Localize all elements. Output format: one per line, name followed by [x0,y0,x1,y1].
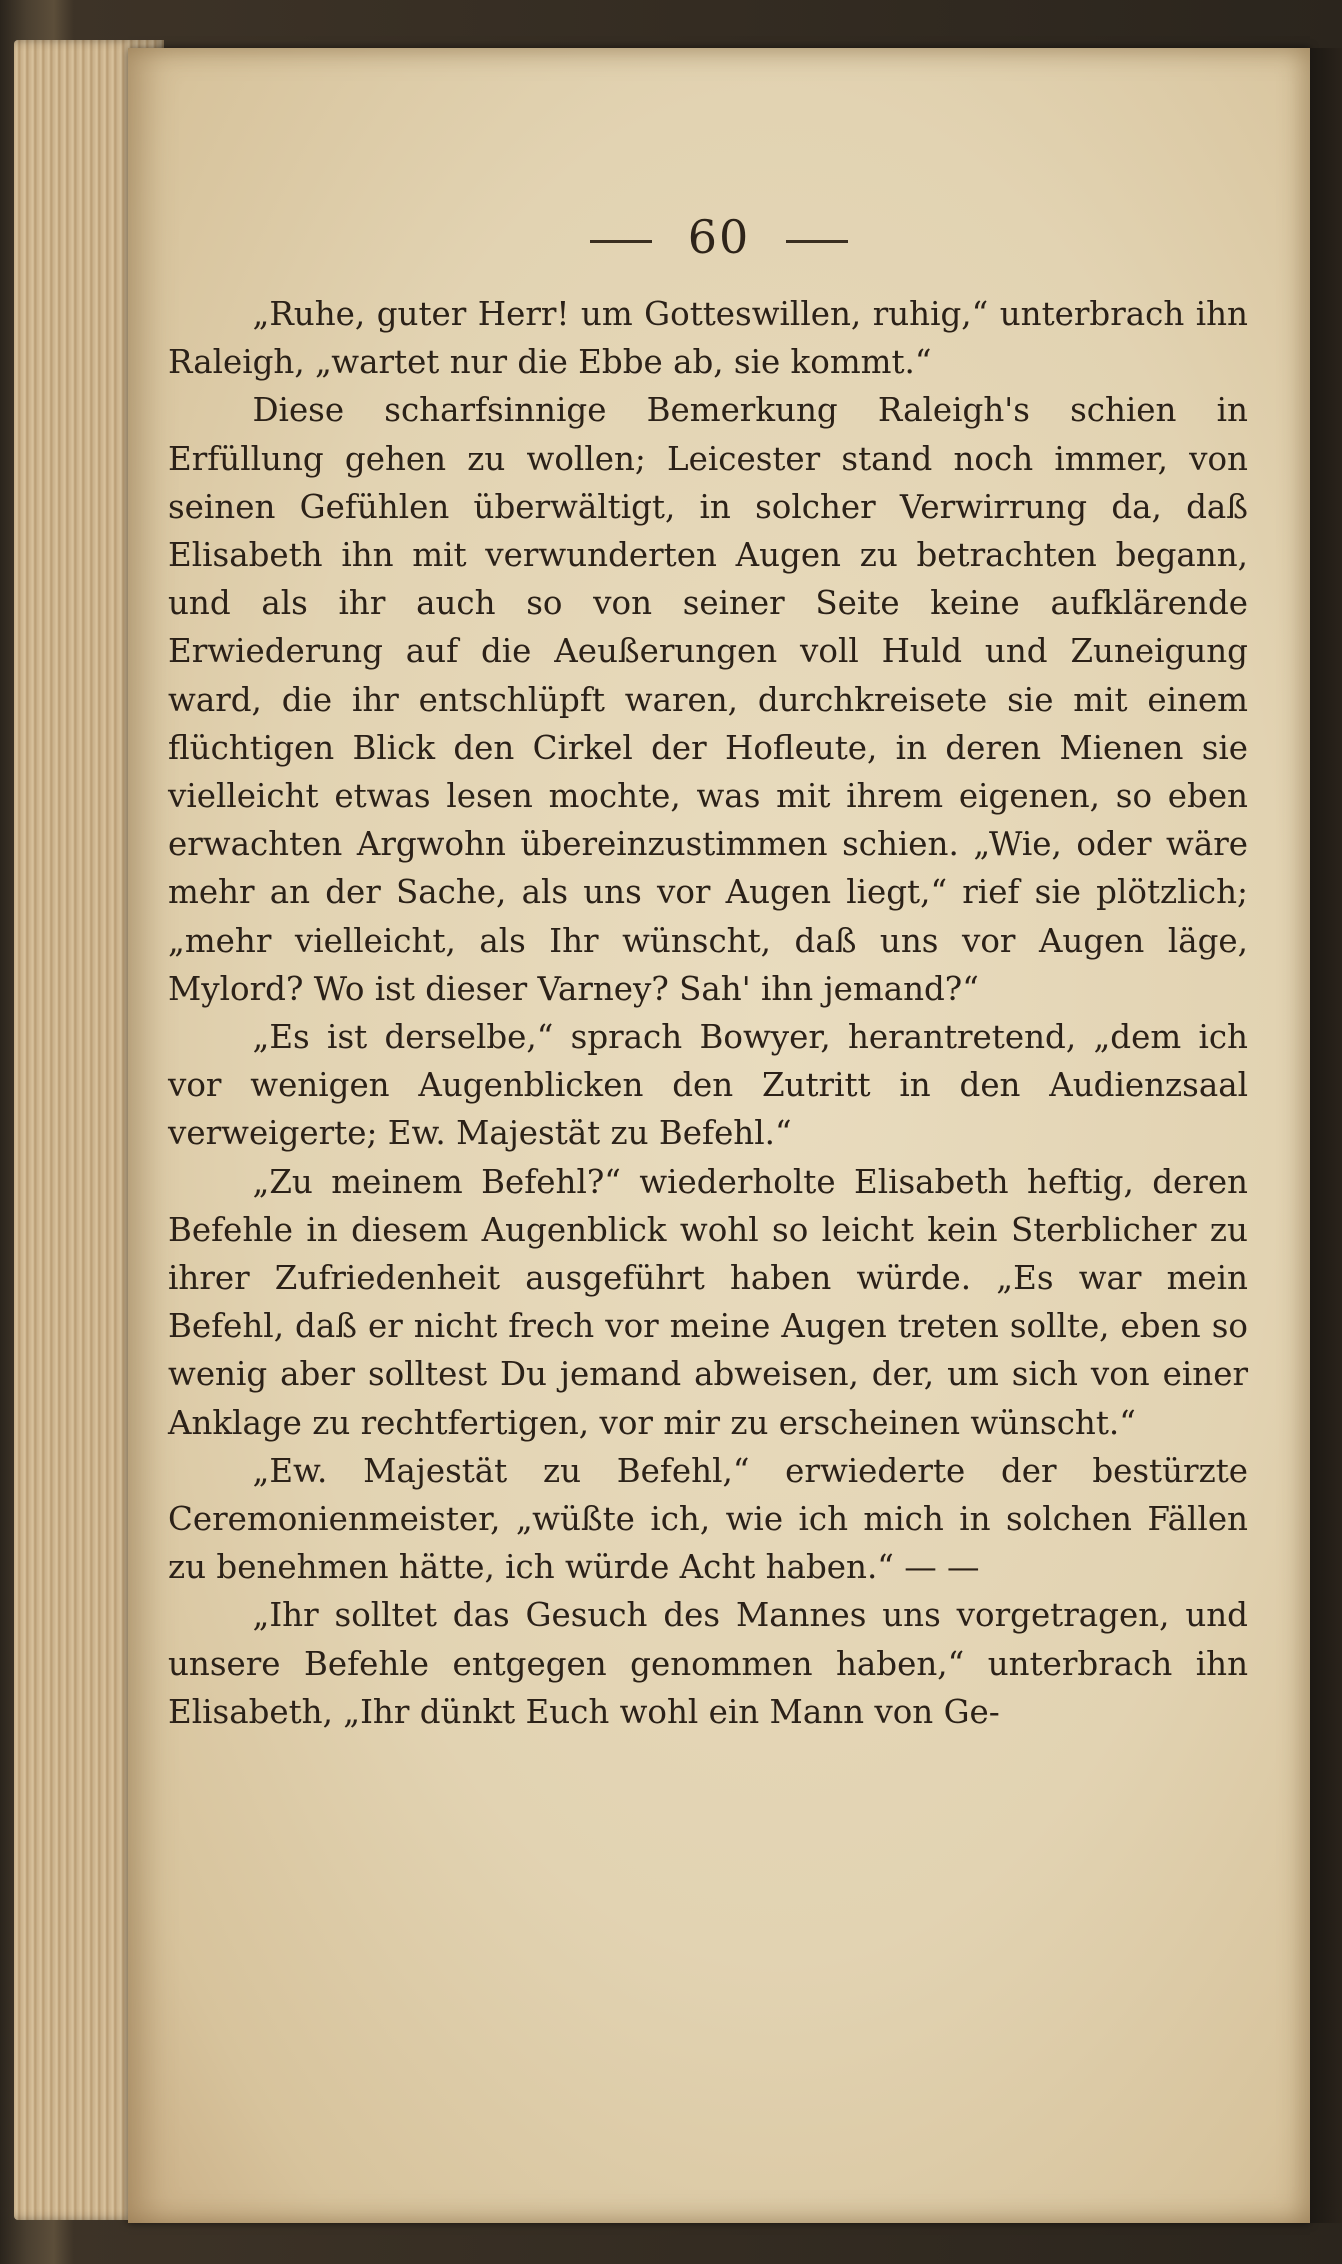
body-text [168,290,1248,1736]
paragraph: „Ew. Majestät zu Befehl,“ erwiederte der bestürzte Ceremonienmeister, „wüßte ich, wie ich mich in solchen Fällen zu benehmen hätte, ich würde Acht haben.“ — — [168,1451,1248,1587]
header-dash-left [590,240,652,243]
paragraph: „Ihr solltet das Gesuch des Mannes uns vorgetragen, und unsere Befehle entgegen genommen haben,“ unterbrach ihn Elisabeth, „Ihr dünkt Euch wohl ein Mann von Ge- [168,1596,1248,1731]
paragraph: „Es ist derselbe,“ sprach Bowyer, herantretend, „dem ich vor wenigen Augenblicken den Zutritt in den Audienzsaal verweigerte; Ew. Majestät zu Befehl.“ [168,1018,1248,1153]
paragraph: „Ruhe, guter Herr! um Gotteswillen, ruhig,“ unterbrach ihn Raleigh, „wartet nur die Ebbe ab, sie kommt.“ [168,295,1248,382]
page-header [128,210,1310,264]
binding-shadow [1310,48,1342,2223]
paragraph: Diese scharfsinnige Bemerkung Raleigh's schien in Erfüllung gehen zu wollen; Leicester stand noch immer, von seinen Gefühlen überwältigt, in solcher Verwirrung da, daß Elisabeth ihn mit verwunderten Augen zu betrachten begann, und als ihr auch so von seiner Seite keine aufklärende Erwiederung auf die Aeußerungen voll Huld und Zuneigung ward, die ihr entschlüpft waren, durchkreisete sie mit einem flüchtigen Blick den Cirkel der Hofleute, in deren Mienen sie vielleicht etwas lesen mochte, was mit ihrem eigenen, so eben erwachten Argwohn übereinzustimmen schien. „Wie, oder wäre mehr an der Sache, als uns vor Augen liegt,“ rief sie plötzlich; „mehr vielleicht, als Ihr wünscht, daß uns vor Augen läge, Mylord? Wo ist dieser Varney? Sah' ihn jemand?“ [168,391,1248,1008]
paragraph: „Zu meinem Befehl?“ wiederholte Elisabeth heftig, deren Befehle in diesem Augenblick wohl so leicht kein Sterblicher zu ihrer Zufriedenheit ausgeführt haben würde. „Es war mein Befehl, daß er nicht frech vor meine Augen treten sollte, eben so wenig aber solltest Du jemand abweisen, der, um sich von einer Anklage zu rechtfertigen, vor mir zu erscheinen wünscht.“ [168,1162,1248,1442]
page-number: 60 [687,210,751,264]
header-dash-right [786,240,848,243]
